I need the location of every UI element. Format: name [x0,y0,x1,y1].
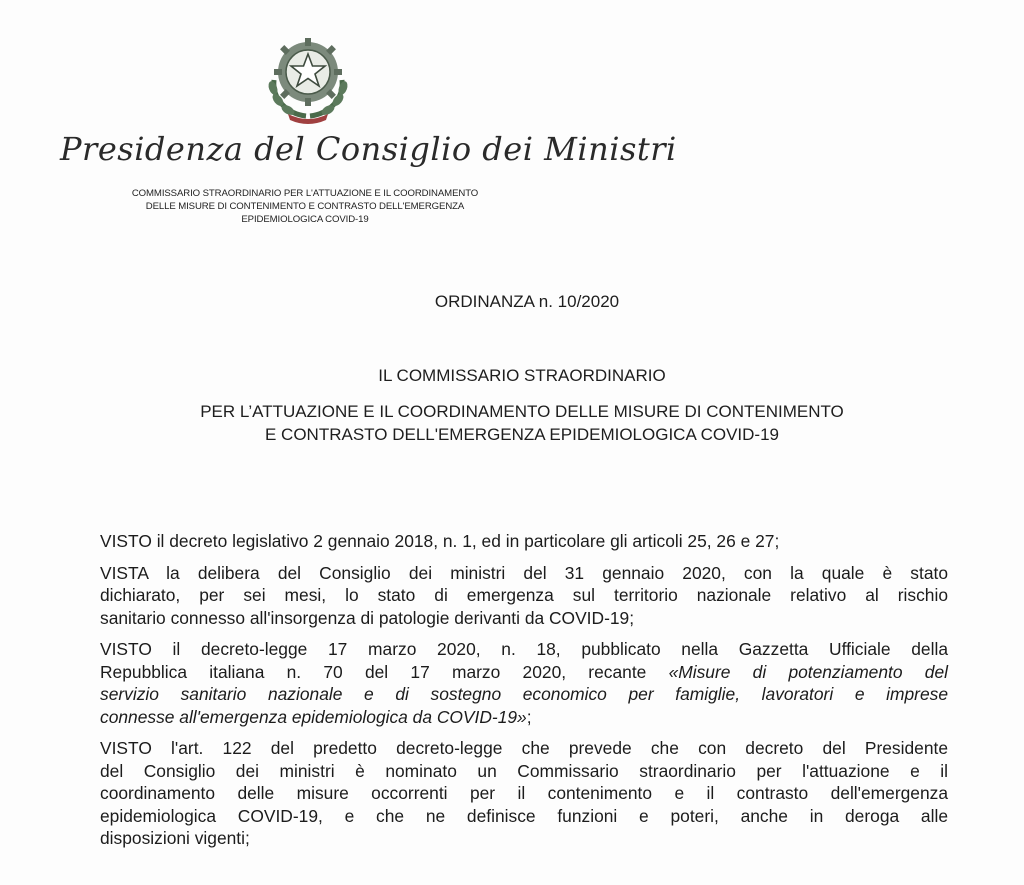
office-line: COMMISSARIO STRAORDINARIO PER L'ATTUAZIONE E IL COORDINAMENTO [131,188,479,199]
document-body [100,530,948,859]
recital-paragraph [100,562,948,630]
letterhead-title: Presidenza del Consiglio dei Ministri [60,130,677,168]
paragraph-line: sanitario connesso all'insorgenza di patologie derivanti da COVID-19; [100,607,635,628]
paragraph-line: del Consiglio dei ministri è nominato un Commissario straordinario per l'attuazione e il [100,760,948,781]
ordinance-number: ORDINANZA n. 10/2020 [434,292,620,311]
recital-paragraph [100,737,948,850]
paragraph-text: ; [526,706,532,727]
office-line: DELLE MISURE DI CONTENIMENTO E CONTRASTO DELL'EMERGENZA [145,201,465,212]
paragraph-line: VISTA la delibera del Consiglio dei ministri del 31 gennaio 2020, con la quale è stato [100,562,948,583]
paragraph-line: epidemiologica COVID-19, e che ne definisce funzioni e poteri, anche in deroga alle [100,805,948,826]
recital-paragraph [100,638,948,728]
paragraph-line [100,706,948,729]
paragraph-line: VISTO il decreto legislativo 2 gennaio 2018, n. 1, ed in particolare gli articoli 25, 26 e 27; [100,531,780,551]
issuer-subtitle-line: E CONTRASTO DELL'EMERGENZA EPIDEMIOLOGICA COVID-19 [265,425,779,444]
paragraph-line: dichiarato, per sei mesi, lo stato di emergenza sul territorio nazionale relativo al rischio [100,585,948,605]
law-title-italic: connesse all'emergenza epidemiologica da COVID-19» [100,706,527,727]
office-line: EPIDEMIOLOGICA COVID-19 [241,214,369,225]
recital-paragraph [100,530,948,553]
paragraph-line: disposizioni vigenti; [100,828,250,848]
issuer-title: IL COMMISSARIO STRAORDINARIO [378,366,666,385]
italian-republic-emblem [258,30,358,125]
office-subtitle [55,187,555,226]
paragraph-text: Repubblica italiana n. 70 del 17 marzo 2020, recante [100,661,669,682]
issuer-subtitle-line: PER L’ATTUAZIONE E IL COORDINAMENTO DELLE MISURE DI CONTENIMENTO [200,402,844,421]
paragraph-line: VISTO il decreto-legge 17 marzo 2020, n. 18, pubblicato nella Gazzetta Ufficiale della [100,639,948,659]
paragraph-line: coordinamento delle misure occorrenti per il contenimento e il contrasto dell'emergenza [100,783,948,803]
issuer-heading [0,364,1024,446]
law-title-italic: servizio sanitario nazionale e di sostegno economico per famiglie, lavoratori e imprese [100,684,948,704]
paragraph-line [100,661,948,684]
law-title-italic: «Misure di potenziamento del [668,661,948,682]
paragraph-line: VISTO l'art. 122 del predetto decreto-legge che prevede che con decreto del Presidente [100,738,948,758]
